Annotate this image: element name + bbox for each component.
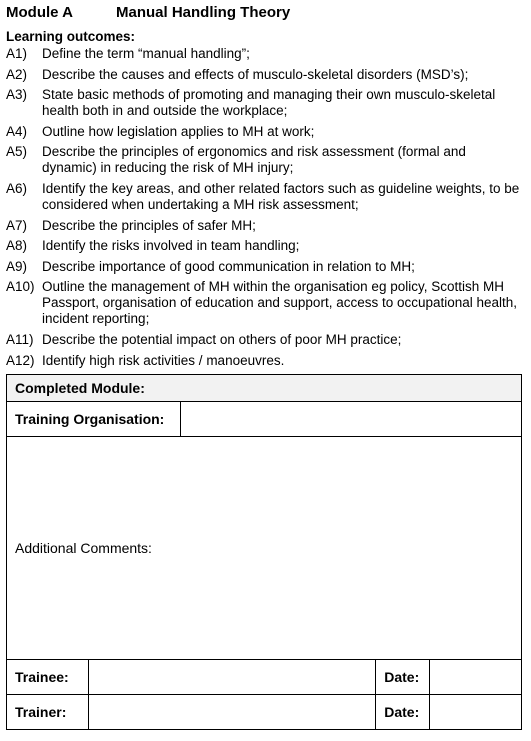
module-label: Module A <box>6 4 73 21</box>
outcome-code: A4) <box>6 123 28 139</box>
training-organisation-field[interactable] <box>180 402 521 437</box>
trainer-label: Trainer: <box>7 695 89 730</box>
outcome-code: A11) <box>6 331 34 347</box>
trainee-field[interactable] <box>88 660 375 695</box>
outcome-a4 <box>6 124 521 140</box>
trainer-row <box>7 695 522 730</box>
outcome-text: Outline how legislation applies to MH at work; <box>42 123 315 139</box>
trainer-field[interactable] <box>88 695 375 730</box>
trainer-date-field[interactable] <box>430 695 522 730</box>
outcome-a10 <box>6 279 521 327</box>
additional-comments-label: Additional Comments: <box>15 540 152 556</box>
page-header <box>6 4 291 21</box>
additional-comments-field[interactable] <box>7 437 522 660</box>
outcome-code: A7) <box>6 217 28 233</box>
trainer-date-label: Date: <box>376 695 430 730</box>
outcome-code: A1) <box>6 46 28 61</box>
completed-module-row <box>7 375 522 402</box>
completed-module-label: Completed Module: <box>7 375 522 402</box>
training-organisation-label: Training Organisation: <box>7 402 181 437</box>
completion-form <box>6 374 522 730</box>
outcome-code: A3) <box>6 87 28 103</box>
outcome-a1 <box>6 46 521 62</box>
outcome-code: A2) <box>6 66 28 82</box>
outcome-text: Describe the principles of ergonomics and risk assessment (formal and dynamic) in reducing the risk of MH injury; <box>42 144 466 176</box>
outcome-code: A8) <box>6 238 28 254</box>
trainee-label: Trainee: <box>7 660 89 695</box>
outcome-text: Identify the key areas, and other related factors such as guideline weights, to be considered when undertaking a MH risk assessment; <box>42 180 520 212</box>
outcome-text: Identify the risks involved in team handling; <box>42 238 300 254</box>
outcome-code: A5) <box>6 144 28 160</box>
outcome-text: Describe the principles of safer MH; <box>42 217 256 233</box>
outcome-a6 <box>6 181 521 213</box>
outcome-text: Describe the causes and effects of musculo-skeletal disorders (MSD’s); <box>42 66 469 82</box>
trainee-date-label: Date: <box>376 660 430 695</box>
outcome-a7 <box>6 218 521 234</box>
outcome-text: State basic methods of promoting and managing their own musculo-skeletal health both in and outside the workplace; <box>42 87 496 119</box>
outcome-code: A12) <box>6 352 35 368</box>
outcome-a9 <box>6 259 521 275</box>
outcome-code: A6) <box>6 180 28 196</box>
outcome-text: Identify high risk activities / manoeuvres. <box>42 352 285 368</box>
outcome-a11 <box>6 332 521 348</box>
outcome-code: A9) <box>6 258 28 274</box>
training-organisation-row <box>7 402 522 437</box>
trainee-row <box>7 660 522 695</box>
outcome-code: A10) <box>6 279 35 295</box>
learning-outcomes-heading: Learning outcomes: <box>6 29 136 44</box>
outcome-text: Outline the management of MH within the organisation eg policy, Scottish MH Passport, organisation of education and support, access to occupational health, incident reporting; <box>42 279 518 327</box>
trainee-date-field[interactable] <box>430 660 522 695</box>
outcome-a8 <box>6 238 521 254</box>
outcome-text: Describe the potential impact on others of poor MH practice; <box>42 331 402 347</box>
outcome-text: Define the term “manual handling”; <box>42 46 250 61</box>
outcome-a5 <box>6 144 521 176</box>
outcome-a2 <box>6 67 521 83</box>
additional-comments-row <box>7 437 522 660</box>
outcome-text: Describe importance of good communication in relation to MH; <box>42 258 415 274</box>
outcome-a12 <box>6 353 521 369</box>
learning-outcomes-list <box>6 46 521 373</box>
module-title: Manual Handling Theory <box>116 4 291 21</box>
outcome-a3 <box>6 87 521 119</box>
